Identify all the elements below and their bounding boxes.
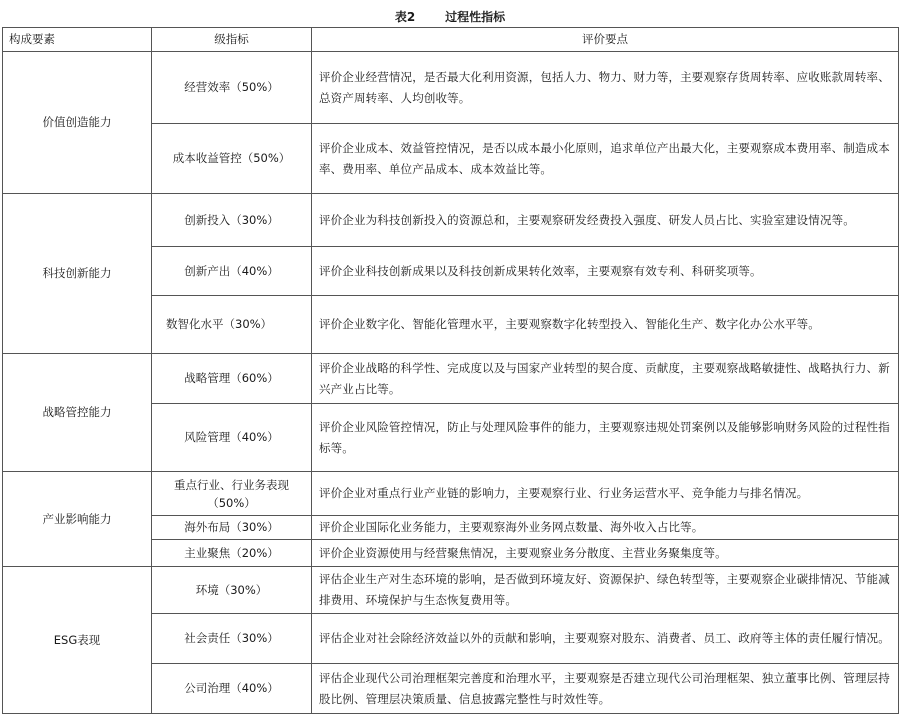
table-number: 表2 [394,9,416,24]
process-indicator-table [2,27,899,714]
evaluation-cell: 评价企业资源使用与经营聚焦情况，主要观察业务分散度、主营业务聚集度等。 [312,540,899,567]
indicator-cell: 重点行业、行业务表现（50%） [152,472,312,516]
evaluation-cell: 评价企业对重点行业产业链的影响力，主要观察行业、行业务运营水平、竞争能力与排名情况。 [312,472,899,516]
evaluation-cell: 评价企业成本、效益管控情况，是否以成本最小化原则，追求单位产出最大化，主要观察成本费用率、制造成本率、费用率、单位产品成本、成本效益比等。 [312,124,899,194]
evaluation-cell: 评价企业科技创新成果以及科技创新成果转化效率，主要观察有效专利、科研奖项等。 [312,247,899,296]
header-category: 构成要素 [3,28,152,52]
header-evaluation-points: 评价要点 [312,28,899,52]
table-name: 过程性指标 [445,9,506,24]
indicator-cell: 社会责任（30%） [152,614,312,664]
evaluation-cell: 评价企业经营情况，是否最大化利用资源，包括人力、物力、财力等，主要观察存货周转率、应收账款周转率、总资产周转率、人均创收等。 [312,52,899,124]
evaluation-cell: 评价企业数字化、智能化管理水平，主要观察数字化转型投入、智能化生产、数字化办公水平等。 [312,296,899,354]
evaluation-cell: 评价企业战略的科学性、完成度以及与国家产业转型的契合度、贡献度，主要观察战略敏捷性、战略执行力、新兴产业占比等。 [312,354,899,404]
indicator-cell: 公司治理（40%） [152,664,312,714]
evaluation-cell: 评价企业风险管控情况，防止与处理风险事件的能力，主要观察违规处罚案例以及能够影响财务风险的过程性指标等。 [312,404,899,472]
indicator-cell: 战略管理（60%） [152,354,312,404]
header-indicator: 级指标 [152,28,312,52]
evaluation-cell: 评估企业对社会除经济效益以外的贡献和影响，主要观察对股东、消费者、员工、政府等主体的责任履行情况。 [312,614,899,664]
evaluation-cell: 评估企业现代公司治理框架完善度和治理水平，主要观察是否建立现代公司治理框架、独立董事比例、管理层持股比例、管理层决策质量、信息披露完整性与时效性等。 [312,664,899,714]
evaluation-cell: 评估企业生产对生态环境的影响，是否做到环境友好、资源保护、绿色转型等，主要观察企业碳排情况、节能减排费用、环境保护与生态恢复费用等。 [312,567,899,614]
table-row [3,194,899,247]
indicator-cell: 数智化水平（30%） [152,296,312,354]
indicator-cell: 海外布局（30%） [152,516,312,540]
indicator-cell: 创新投入（30%） [152,194,312,247]
category-esg: ESG表现 [3,567,152,714]
evaluation-cell: 评价企业国际化业务能力，主要观察海外业务网点数量、海外收入占比等。 [312,516,899,540]
indicator-cell: 环境（30%） [152,567,312,614]
table-title [0,6,900,26]
indicator-cell: 成本收益管控（50%） [152,124,312,194]
category-industry-influence: 产业影响能力 [3,472,152,567]
indicator-cell: 风险管理（40%） [152,404,312,472]
table-row [3,472,899,516]
indicator-cell: 经营效率（50%） [152,52,312,124]
indicator-cell: 主业聚焦（20%） [152,540,312,567]
category-strategic-control: 战略管控能力 [3,354,152,472]
table-row [3,354,899,404]
table-row [3,567,899,614]
category-tech-innovation: 科技创新能力 [3,194,152,354]
table-row [3,52,899,124]
category-value-creation: 价值创造能力 [3,52,152,194]
header-row [3,28,899,52]
evaluation-cell: 评价企业为科技创新投入的资源总和，主要观察研发经费投入强度、研发人员占比、实验室建设情况等。 [312,194,899,247]
indicator-cell: 创新产出（40%） [152,247,312,296]
